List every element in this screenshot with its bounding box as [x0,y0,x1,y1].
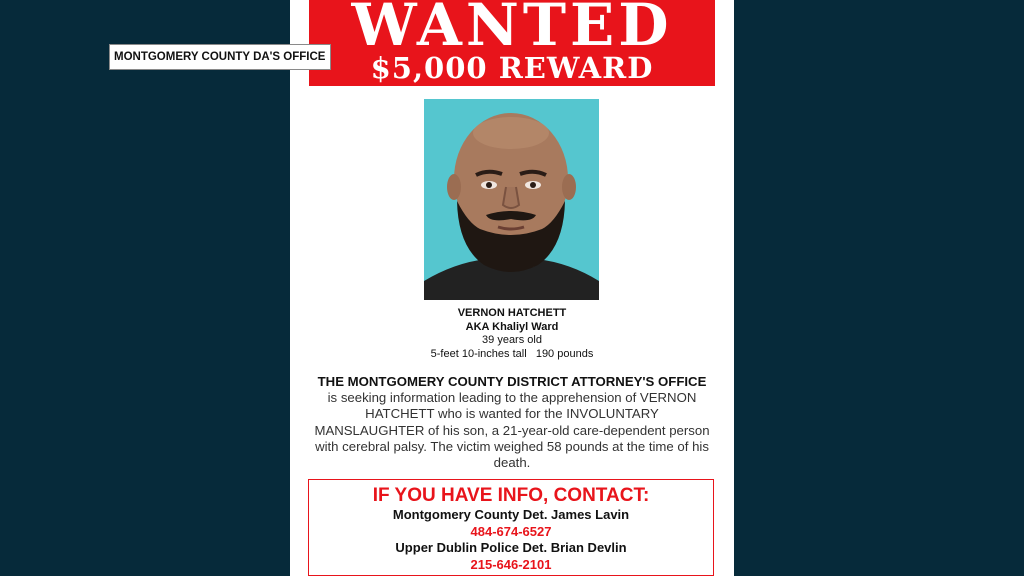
suspect-name: VERNON HATCHETT [457,307,567,319]
case-description [310,374,714,471]
contact-name: Upper Dublin Police Det. Brian Devlin [395,540,627,555]
description-body: is seeking information leading to the apprehension of VERNON HATCHETT who is wanted for the INVOLUNTARY MANSLAUGHTER of his son, a 21-year-old care-dependent person with cerebral palsy. The victim weighed 58 pounds at the time of his death. [314,390,710,471]
banner-title: WANTED [351,0,673,59]
suspect-age: 39 years old [482,334,542,346]
reward-amount: $5,000 REWARD [370,51,654,85]
contact-phone: 484-674-6527 [470,524,552,539]
contact-box [308,479,714,576]
suspect-photo [424,99,599,300]
suspect-alias: AKA Khaliyl Ward [465,320,559,333]
wanted-banner [309,0,715,86]
contact-phone: 215-646-2101 [470,557,552,572]
source-label: MONTGOMERY COUNTY DA'S OFFICE [109,44,331,70]
contact-name: Montgomery County Det. James Lavin [392,507,630,522]
description-lead: THE MONTGOMERY COUNTY DISTRICT ATTORNEY'S OFFICE [317,374,707,389]
suspect-stats: 5-feet 10-inches tall 190 pounds [430,347,594,360]
contact-heading: IF YOU HAVE INFO, CONTACT: [372,485,650,506]
wanted-poster [290,0,734,576]
suspect-info [290,307,734,361]
